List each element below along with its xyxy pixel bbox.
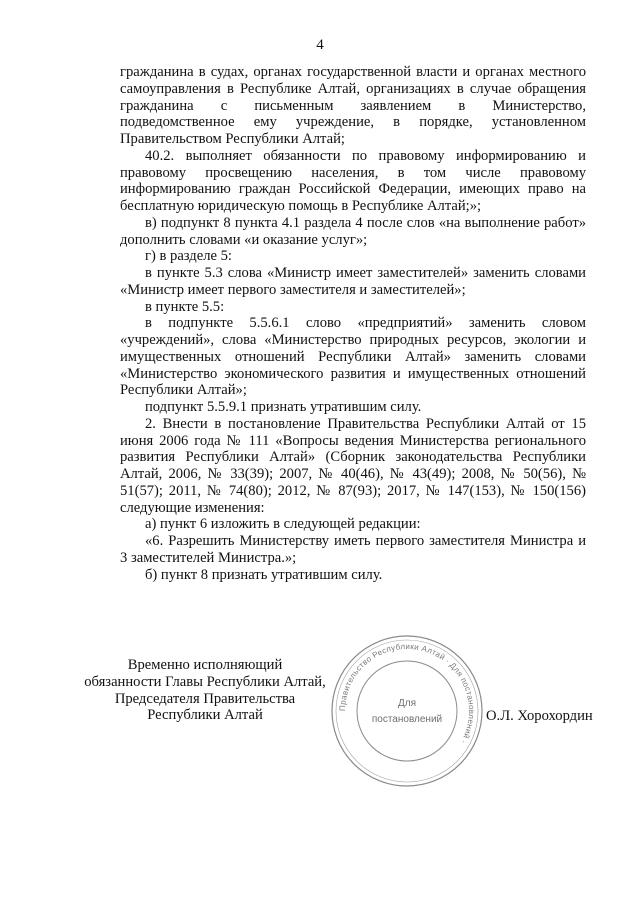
paragraph: г) в разделе 5: bbox=[145, 248, 232, 265]
paragraph: «6. Разрешить Министерству иметь первого заместителя Министра и 3 заместителей Министра.»; bbox=[120, 533, 586, 566]
document-body bbox=[120, 64, 586, 583]
page-number: 4 bbox=[316, 37, 324, 53]
paragraph: гражданина в судах, органах государственной власти и органах местного самоуправления в Республике Алтай, организациях в случае обращения гражданина с письменным заявлением в Министерство, подведомственное ему учреждение, в порядке, установленном Правительством Республики Алтай; bbox=[120, 64, 586, 147]
paragraph: 2. Внести в постановление Правительства Республики Алтай от 15 июня 2006 года № 111 «Вопросы ведения Министерства регионального развития Республики Алтай» (Сборник законодательства Республики Алтай, 2006, № 33(39); 2007, № 40(46), № 43(49); 2008, № 50(56), № 51(57); 2011, № 74(80); 2012, № 87(93); 2017, № 147(153), № 150(156) следующие изменения: bbox=[120, 415, 586, 516]
paragraph: 40.2. выполняет обязанности по правовому информированию и правовому просвещению населения, в том числе правовому информированию граждан Российской Федерации, имеющих право на бесплатную юридическую помощь в Республике Алтай;»; bbox=[120, 147, 586, 214]
paragraph: в) подпункт 8 пункта 4.1 раздела 4 после слов «на выполнение работ» дополнить словами «и оказание услуг»; bbox=[120, 214, 586, 248]
signatory-title-line: обязанности Главы Республики Алтай, bbox=[84, 673, 326, 690]
stamp-center-line: Для bbox=[397, 698, 417, 709]
paragraph: б) пункт 8 признать утратившим силу. bbox=[145, 566, 383, 583]
paragraph: а) пункт 6 изложить в следующей редакции: bbox=[145, 516, 421, 533]
official-seal-stamp bbox=[329, 633, 485, 789]
paragraph: в пункте 5.5: bbox=[145, 298, 225, 315]
stamp-outer-text: Правительство Республики Алтай · Для постановлений · bbox=[337, 641, 477, 746]
svg-text:Правительство Республики Алтай bbox=[338, 642, 476, 746]
signatory-title bbox=[60, 657, 350, 724]
paragraph: в подпункте 5.5.6.1 слово «предприятий» заменить словом «учреждений», слова «Министерство природных ресурсов, экологии и имущественных отношений Республики Алтай» заменить словами «Министерство экономического развития и имущественных отношений Республики Алтай»; bbox=[120, 315, 586, 399]
stamp-center-line: постановлений bbox=[371, 714, 443, 725]
signatory-title-line: Председателя Правительства bbox=[114, 690, 296, 707]
signatory-title-line: Республики Алтай bbox=[147, 707, 263, 724]
signatory-title-line: Временно исполняющий bbox=[127, 657, 283, 673]
paragraph: в пункте 5.3 слова «Министр имеет заместителей» заменить словами «Министр имеет первого заместителя и заместителей»; bbox=[120, 265, 586, 298]
paragraph: подпункт 5.5.9.1 признать утратившим силу. bbox=[145, 399, 422, 415]
signatory-name: О.Л. Хорохордин bbox=[486, 708, 593, 724]
